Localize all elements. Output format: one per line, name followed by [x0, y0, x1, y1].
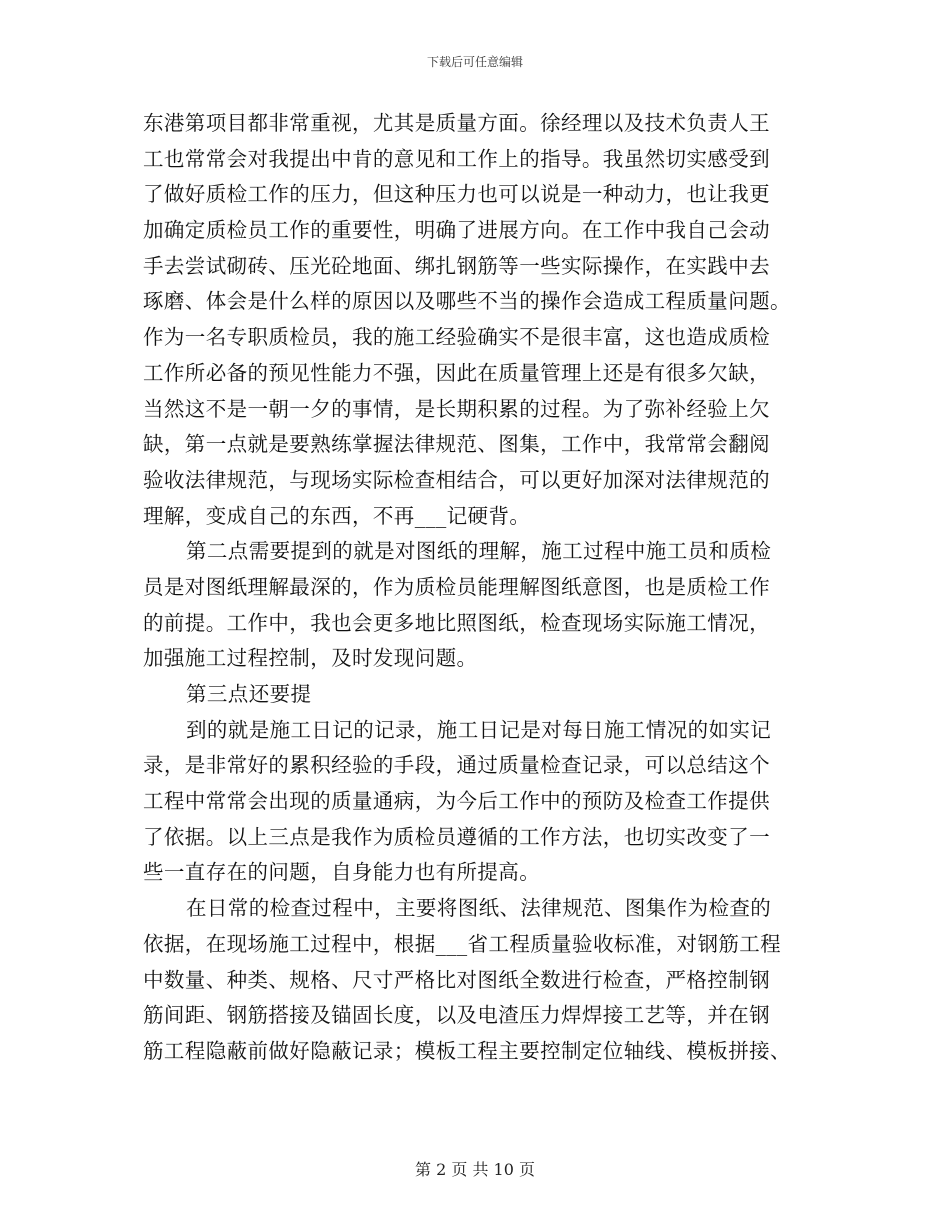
text-line: 的前提。工作中，我也会更多地比照图纸，检查现场实际施工情况，	[143, 610, 770, 635]
text-line: 琢磨、体会是什么样的原因以及哪些不当的操作会造成工程质量问题。	[143, 289, 791, 314]
text-line: 东港第项目都非常重视，尤其是质量方面。徐经理以及技术负责人王	[143, 111, 770, 135]
text-line: 了做好质检工作的压力，但这种压力也可以说是一种动力，也让我更	[143, 182, 770, 207]
paragraph-start-line: 在日常的检查过程中，主要将图纸、法律规范、图集作为检查的	[186, 896, 772, 921]
page-number-footer: 第 2 页 共 10 页	[415, 1160, 535, 1179]
text-line: 工也常常会对我提出中肯的意见和工作上的指导。我虽然切实感受到	[143, 146, 770, 171]
text-line: 当然这不是一朝一夕的事情，是长期积累的过程。为了弥补经验上欠	[143, 396, 770, 421]
paragraph-start-line: 到的就是施工日记的记录，施工日记是对每日施工情况的如实记	[186, 717, 772, 742]
text-line: 依据，在现场施工过程中，根据___省工程质量验收标准，对钢筋工程	[143, 931, 782, 956]
text-line: 筋工程隐蔽前做好隐蔽记录；模板工程主要控制定位轴线、模板拼接、	[143, 1038, 791, 1063]
text-line: 工程中常常会出现的质量通病，为今后工作中的预防及检查工作提供	[143, 789, 770, 814]
text-line: 些一直存在的问题，自身能力也有所提高。	[143, 860, 541, 885]
text-line: 理解，变成自己的东西，不再___记硬背。	[143, 503, 531, 528]
text-line: 加强施工过程控制，及时发现问题。	[143, 646, 478, 671]
paragraph-start-line: 第二点需要提到的就是对图纸的理解，施工过程中施工员和质检	[186, 539, 772, 564]
text-line: 验收法律规范，与现场实际检查相结合，可以更好加深对法律规范的	[143, 467, 770, 492]
text-line: 了依据。以上三点是我作为质检员遵循的工作方法，也切实改变了一	[143, 824, 770, 849]
text-line: 作为一名专职质检员，我的施工经验确实不是很丰富，这也造成质检	[143, 325, 770, 350]
text-line: 缺，第一点就是要熟练掌握法律规范、图集，工作中，我常常会翻阅	[143, 432, 770, 457]
text-line: 手去尝试砌砖、压光砼地面、绑扎钢筋等一些实际操作，在实践中去	[143, 253, 770, 278]
paragraph-start-line: 第三点还要提	[186, 682, 312, 706]
text-line: 筋间距、钢筋搭接及锚固长度，以及电渣压力焊焊接工艺等，并在钢	[143, 1003, 770, 1028]
text-line: 录，是非常好的累积经验的手段，通过质量检查记录，可以总结这个	[143, 753, 770, 778]
page-header: 下载后可任意编辑	[426, 55, 523, 69]
text-line: 中数量、种类、规格、尺寸严格比对图纸全数进行检查，严格控制钢	[143, 967, 770, 992]
body-text	[143, 106, 808, 1070]
text-line: 员是对图纸理解最深的，作为质检员能理解图纸意图，也是质检工作	[143, 574, 770, 599]
text-line: 工作所必备的预见性能力不强，因此在质量管理上还是有很多欠缺，	[143, 360, 770, 385]
text-line: 加确定质检员工作的重要性，明确了进展方向。在工作中我自己会动	[143, 218, 770, 243]
